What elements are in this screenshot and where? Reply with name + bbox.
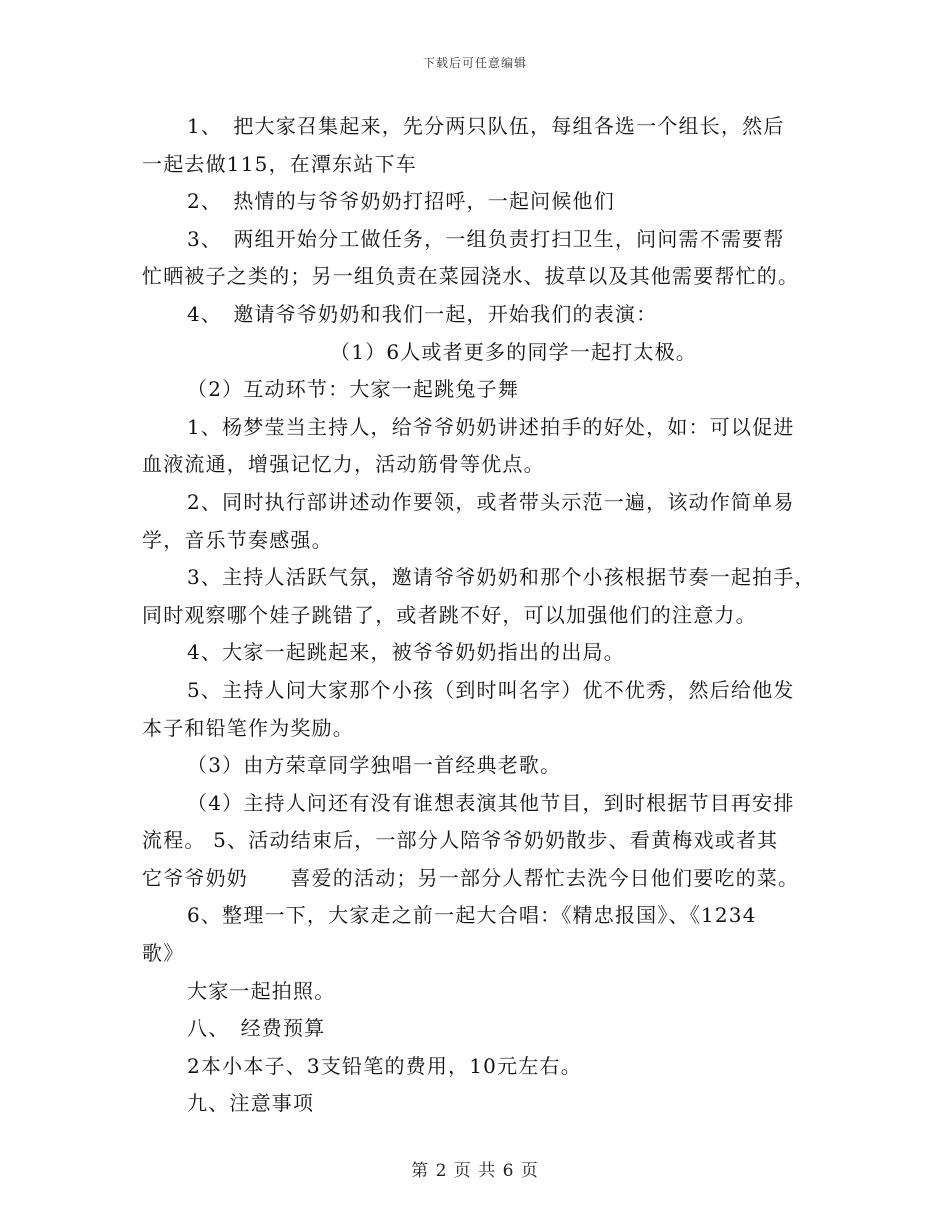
- paragraph-line: 大家一起拍照。: [187, 978, 336, 1003]
- paragraph-line: 4、 邀请爷爷奶奶和我们一起，开始我们的表演：: [187, 301, 658, 326]
- paragraph-line: 同时观察哪个娃子跳错了，或者跳不好，可以加强他们的注意力。: [142, 602, 757, 627]
- paragraph-line: （2）互动环节：大家一起跳兔子舞: [187, 377, 519, 402]
- paragraph-line: 学，音乐节奏感强。: [142, 527, 333, 552]
- paragraph-line: 血液流通，增强记忆力，活动筋骨等优点。: [142, 452, 545, 477]
- paragraph-line: 2本小本子、3支铅笔的费用，10元左右。: [187, 1053, 582, 1078]
- paragraph-line: 1、杨梦莹当主持人，给爷爷奶奶讲述拍手的好处，如：可以促进: [187, 414, 795, 439]
- paragraph-line: （3）由方荣章同学独唱一首经典老歌。: [187, 753, 562, 778]
- paragraph-line: 4、大家一起跳起来，被爷爷奶奶指出的出局。: [187, 640, 625, 665]
- paragraph-line: 歌》: [142, 941, 185, 966]
- section-heading: 八、 经费预算: [187, 1016, 326, 1041]
- paragraph-line: 忙晒被子之类的；另一组负责在菜园浇水、拔草以及其他需要帮忙的。: [142, 264, 800, 289]
- paragraph-line: （1）6人或者更多的同学一起打太极。: [330, 339, 698, 364]
- page-header: 下载后可任意编辑: [422, 56, 527, 70]
- paragraph-line: （4）主持人问还有没有谁想表演其他节目，到时根据节目再安排: [187, 790, 795, 815]
- paragraph-line: 6、整理一下，大家走之前一起大合唱：《精忠报国》、《1234: [187, 903, 757, 928]
- paragraph-line: 1、 把大家召集起来，先分两只队伍，每组各选一个组长，然后: [187, 114, 785, 138]
- paragraph-line: 流程。 5、活动结束后，一部分人陪爷爷奶奶散步、看黄梅戏或者其: [142, 828, 779, 853]
- paragraph-line: 2、 热情的与爷爷奶奶打招呼，一起问候他们: [187, 189, 615, 214]
- section-heading: 九、注意事项: [187, 1091, 315, 1116]
- paragraph-line: 3、主持人活跃气氛，邀请爷爷奶奶和那个小孩根据节奏一起拍手，: [187, 565, 816, 590]
- paragraph-line: 它爷爷奶奶 喜爱的活动；另一部分人帮忙去洗今日他们要吃的菜。: [142, 865, 800, 890]
- paragraph-line: 3、 两组开始分工做任务，一组负责打扫卫生，问问需不需要帮: [187, 226, 785, 251]
- page-number-footer: 第 2 页 共 6 页: [411, 1161, 539, 1181]
- paragraph-line: 5、主持人问大家那个小孩（到时叫名字）优不优秀，然后给他发: [187, 677, 795, 702]
- document-body: [142, 108, 814, 1123]
- paragraph-line: 一起去做115，在潭东站下车: [142, 151, 417, 176]
- paragraph-line: 2、同时执行部讲述动作要领，或者带头示范一遍，该动作简单易: [187, 489, 795, 514]
- paragraph-line: 本子和铅笔作为奖励。: [142, 715, 354, 740]
